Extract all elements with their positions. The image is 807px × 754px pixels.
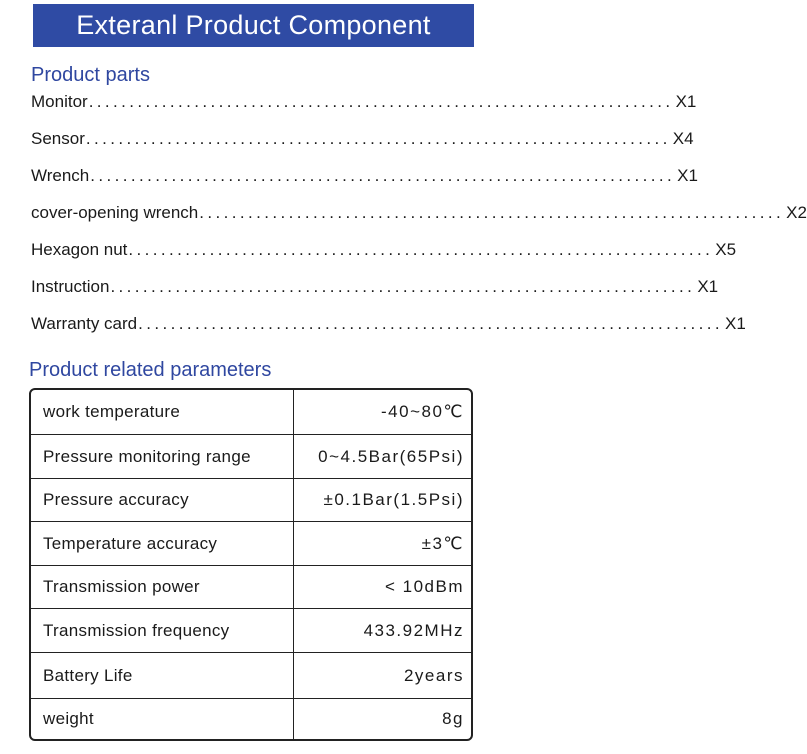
- param-label: Transmission power: [31, 566, 294, 608]
- part-name: cover-opening wrench: [31, 203, 199, 222]
- param-label: work temperature: [31, 390, 294, 434]
- param-label: Battery Life: [31, 653, 294, 698]
- parameters-table: [29, 388, 473, 741]
- part-quantity: X1: [677, 166, 698, 185]
- list-item: [31, 203, 807, 240]
- param-label: weight: [31, 699, 294, 739]
- param-value: 0~4.5Bar(65Psi): [318, 446, 464, 466]
- dot-leader: ........................................................................: [85, 129, 671, 148]
- list-item: [31, 166, 698, 203]
- param-value: ±0.1Bar(1.5Psi): [323, 490, 464, 509]
- part-quantity: X4: [672, 129, 694, 148]
- part-quantity: X1: [675, 92, 697, 111]
- table-row: [31, 435, 471, 479]
- part-quantity: X1: [697, 277, 719, 296]
- parts-list: [31, 92, 807, 351]
- dot-leader: ........................................................................: [88, 92, 674, 111]
- param-label: Transmission frequency: [31, 609, 294, 652]
- part-quantity: X1: [725, 314, 746, 333]
- param-value: 8g: [442, 709, 464, 728]
- dot-leader: ........................................................................: [138, 314, 723, 333]
- table-row: [31, 609, 471, 653]
- list-item: [31, 277, 719, 314]
- part-name: Instruction: [31, 277, 110, 296]
- table-row: [31, 699, 471, 739]
- product-parameters-heading: Product related parameters: [29, 359, 272, 381]
- table-row: [31, 390, 471, 435]
- list-item: [31, 129, 694, 166]
- product-parts-heading: Product parts: [31, 64, 150, 86]
- param-value: 2years: [403, 665, 464, 685]
- dot-leader: ........................................................................: [90, 166, 676, 185]
- table-row: [31, 566, 471, 609]
- page-title: Exteranl Product Component: [76, 10, 431, 40]
- param-label: Pressure accuracy: [31, 479, 294, 521]
- list-item: [31, 314, 746, 351]
- part-name: Wrench: [31, 166, 90, 185]
- part-name: Hexagon nut: [31, 240, 128, 259]
- part-name: Sensor: [31, 129, 85, 148]
- part-name: Monitor: [31, 92, 88, 111]
- table-row: [31, 653, 471, 699]
- table-row: [31, 522, 471, 566]
- dot-leader: ........................................................................: [199, 203, 785, 222]
- param-value: ±3℃: [421, 533, 464, 553]
- param-value: < 10dBm: [384, 577, 464, 596]
- list-item: [31, 92, 697, 129]
- param-value: -40~80℃: [381, 402, 464, 421]
- list-item: [31, 240, 737, 277]
- header-banner: [33, 4, 474, 47]
- param-label: Temperature accuracy: [31, 522, 294, 565]
- param-value: 433.92MHz: [363, 620, 464, 640]
- part-quantity: X2: [786, 203, 807, 222]
- table-row: [31, 479, 471, 522]
- param-label: Pressure monitoring range: [31, 435, 294, 478]
- dot-leader: ........................................................................: [110, 277, 696, 296]
- part-quantity: X5: [715, 240, 737, 259]
- part-name: Warranty card: [31, 314, 138, 333]
- dot-leader: ........................................................................: [128, 240, 714, 259]
